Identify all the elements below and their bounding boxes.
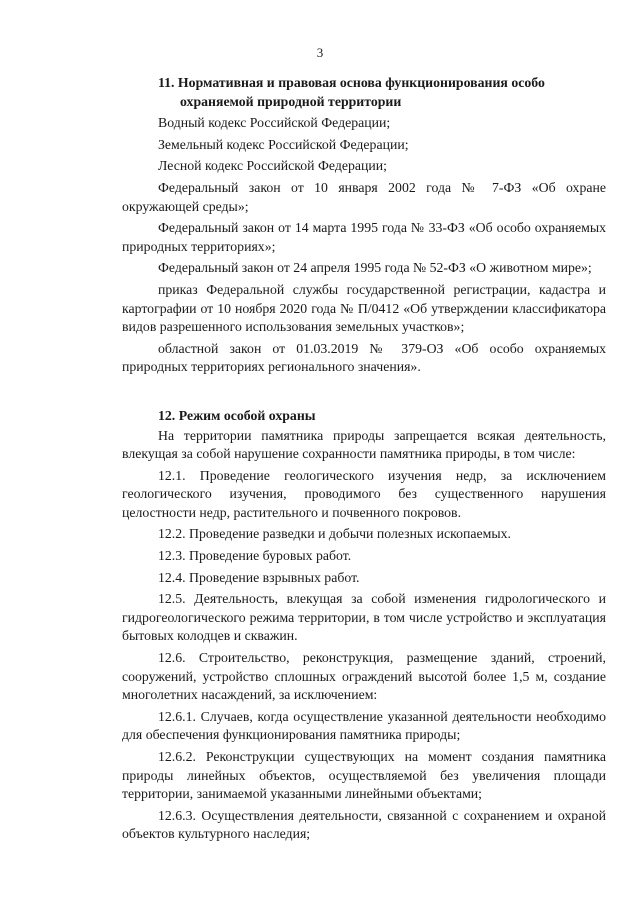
paragraph: Федеральный закон от 10 января 2002 года № 7-ФЗ «Об охране окружающей среды»; [122, 179, 606, 214]
page-number: 3 [316, 45, 324, 60]
section-heading: 12. Режим особой охраны [158, 407, 316, 423]
section-heading-line: охраняемой природной территории [180, 93, 402, 109]
paragraph: 12.1. Проведение геологического изучения недр, за исключением геологического изучения, проводимого без существенного нарушения целостности недр, растительного и почвенного покровов. [122, 467, 606, 520]
paragraph: 12.4. Проведение взрывных работ. [158, 569, 360, 585]
paragraph: Земельный кодекс Российской Федерации; [158, 136, 409, 152]
section-heading-line: 11. Нормативная и правовая основа функционирования особо [158, 75, 545, 90]
section-legal-basis [122, 74, 606, 377]
paragraph: областной закон от 01.03.2019 № 379-ОЗ «Об особо охраняемых природных территориях регионального значения». [122, 340, 606, 375]
document-body [122, 74, 606, 844]
paragraph: 12.3. Проведение буровых работ. [158, 548, 352, 564]
paragraph: 12.6. Строительство, реконструкция, размещение зданий, строений, сооружений, устройство сплошных ограждений высотой более 1,5 м, создание многолетних насаждений, за исключением: [122, 650, 606, 703]
section-protection-regime [122, 407, 606, 844]
paragraph: Водный кодекс Российской Федерации; [158, 115, 391, 131]
paragraph: Лесной кодекс Российской Федерации; [158, 158, 387, 174]
paragraph: Федеральный закон от 14 марта 1995 года № 33-ФЗ «Об особо охраняемых природных территориях»; [122, 220, 606, 254]
paragraph: Федеральный закон от 24 апреля 1995 года № 52-ФЗ «О животном мире»; [158, 260, 592, 276]
paragraph: 12.6.1. Случаев, когда осуществление указанной деятельности необходимо для обеспечения функционирования памятника природы; [122, 708, 606, 743]
paragraph: 12.6.3. Осуществления деятельности, связанной с сохранением и охраной объектов культурного наследия; [122, 807, 606, 842]
paragraph: 12.6.2. Реконструкции существующих на момент создания памятника природы линейных объектов, осуществляемой без увеличения площади территории, занимаемой указанными линейными объектами; [122, 749, 606, 802]
paragraph: На территории памятника природы запрещается всякая деятельность, влекущая за собой нарушение сохранности памятника природы, в том числе: [122, 427, 606, 462]
paragraph: 12.2. Проведение разведки и добычи полезных ископаемых. [158, 526, 511, 542]
paragraph: 12.5. Деятельность, влекущая за собой изменения гидрологического и гидрогеологического режима территории, в том числе устройство и эксплуатация бытовых колодцев и скважин. [122, 591, 606, 644]
paragraph: приказ Федеральной службы государственной регистрации, кадастра и картографии от 10 ноября 2020 года № П/0412 «Об утверждении классификатора видов разрешенного использования земельных участков»; [122, 281, 606, 335]
section-heading [122, 74, 606, 111]
